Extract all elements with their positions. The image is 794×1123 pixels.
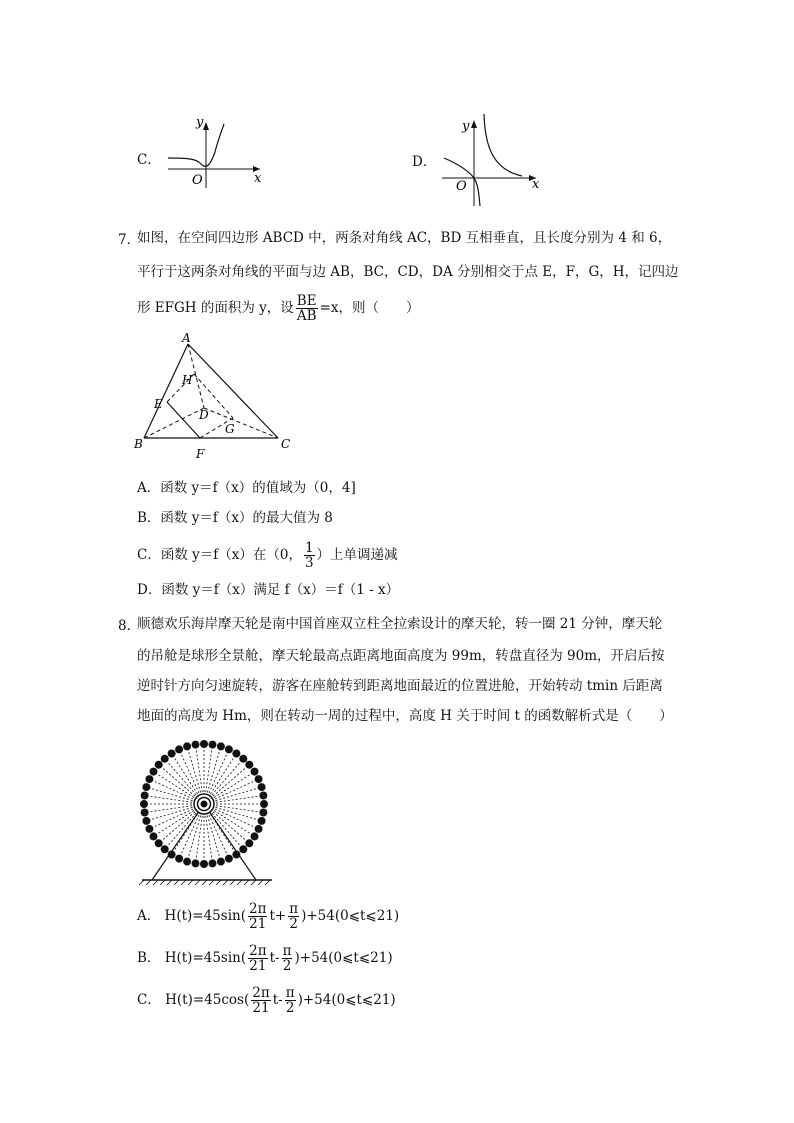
q8-text-line3: 逆时针方向匀速旋转，游客在座舱转到距离地面最近的位置进舱，开始转动 tmin 后距离 xyxy=(137,678,663,694)
q7-frac-num: BE xyxy=(296,293,317,309)
y-axis-arrow xyxy=(203,122,209,130)
fraction-1 xyxy=(248,902,267,931)
edge-BD xyxy=(144,408,204,438)
fraction-2 xyxy=(288,902,299,931)
frac-num: π xyxy=(282,943,292,959)
frac-den: 21 xyxy=(252,1000,270,1016)
cabin xyxy=(150,768,158,776)
hub-center xyxy=(201,801,208,808)
cabin xyxy=(161,755,169,763)
fraction-2 xyxy=(282,944,293,973)
option-mid: t- xyxy=(269,950,280,966)
label-A: A xyxy=(182,331,191,345)
cabin xyxy=(200,740,208,748)
q8-text-line4: 地面的高度为 Hm，则在转动一周的过程中，高度 H 关于时间 t 的函数解析式是（ ） xyxy=(137,708,673,724)
cabin xyxy=(260,800,268,808)
cabin xyxy=(245,761,253,769)
cabin xyxy=(168,750,176,758)
cabin xyxy=(168,851,176,859)
curve-branch-right xyxy=(484,114,522,176)
origin-label: O xyxy=(192,173,203,188)
cabin xyxy=(145,775,153,783)
option-post: )+54(0⩽t⩽21) xyxy=(297,992,396,1008)
label-F: F xyxy=(196,447,205,461)
q6-option-d-graph xyxy=(436,108,546,208)
cabin xyxy=(200,860,208,868)
q8-ferris-wheel-figure xyxy=(138,736,278,886)
fraction-1 xyxy=(251,986,270,1015)
cabin xyxy=(141,809,149,817)
frac-den: 2 xyxy=(285,1000,295,1016)
option-pre: B． H(t)=45sin( xyxy=(137,950,247,966)
q8-text-line1: 顺德欢乐海岸摩天轮是南中国首座双立柱全拉索设计的摩天轮，转一圈 21 分钟，摩天轮 xyxy=(137,616,663,632)
q7-tetrahedron-figure xyxy=(132,330,307,462)
frac-num: 1 xyxy=(304,540,314,556)
label-C: C xyxy=(281,437,291,451)
cabin xyxy=(155,839,163,847)
cabin xyxy=(183,858,191,866)
q7-option-c-fraction xyxy=(304,541,315,570)
y-label: y xyxy=(196,115,204,130)
cabin xyxy=(239,845,247,853)
y-label: y xyxy=(462,119,470,134)
frac-num: 2π xyxy=(249,943,267,959)
cabin xyxy=(232,851,240,859)
q8-text-line2: 的吊舱是球形全景舱，摩天轮最高点距离地面高度为 99m，转盘直径为 90m，开启后按 xyxy=(137,648,665,664)
cabin xyxy=(259,792,267,800)
edge-CD xyxy=(204,408,278,438)
label-G: G xyxy=(225,422,235,436)
cabin xyxy=(217,858,225,866)
origin-label: O xyxy=(456,179,467,194)
option-mid: t+ xyxy=(269,908,287,924)
q7-fraction xyxy=(296,294,318,323)
cabin xyxy=(161,845,169,853)
cabin xyxy=(239,755,247,763)
q6-option-d-label: D． xyxy=(412,154,437,170)
q8-option-c xyxy=(137,982,396,1018)
cabin xyxy=(209,741,217,749)
q7-text-line1: 如图，在空间四边形 ABCD 中，两条对角线 AC，BD 互相垂直，且长度分别为 4 和 6， xyxy=(137,230,672,246)
q8-option-b xyxy=(137,940,393,976)
q7-option-b: B．函数 y＝f（x）的最大值为 8 xyxy=(137,510,333,526)
hatch-mark xyxy=(139,880,144,885)
frac-den: 21 xyxy=(249,958,267,974)
cabin xyxy=(259,809,267,817)
frac-num: π xyxy=(289,901,299,917)
segment-EF xyxy=(167,402,200,438)
cabin xyxy=(251,832,259,840)
q7-option-a: A．函数 y＝f（x）的值域为（0，4] xyxy=(137,480,356,496)
option-mid: t- xyxy=(272,992,283,1008)
option-post: )+54(0⩽t⩽21) xyxy=(301,908,400,924)
fraction-1 xyxy=(248,944,267,973)
cabin xyxy=(175,855,183,863)
cabin xyxy=(192,741,200,749)
cabin xyxy=(217,742,225,750)
label-E: E xyxy=(154,397,163,411)
frac-den: 21 xyxy=(249,916,267,932)
label-D: D xyxy=(199,408,209,422)
option-pre: A． H(t)=45sin( xyxy=(137,908,246,924)
frac-den: 2 xyxy=(282,958,292,974)
q8-number: 8． xyxy=(118,618,141,634)
cabin xyxy=(142,783,150,791)
cabin xyxy=(245,839,253,847)
cabin xyxy=(258,783,266,791)
q6-option-c-label: C． xyxy=(137,152,161,168)
option-pre: C． H(t)=45cos( xyxy=(137,992,250,1008)
cabin xyxy=(140,800,148,808)
cabin xyxy=(142,817,150,825)
q8-option-a xyxy=(137,898,399,934)
q7-text-line3 xyxy=(137,288,420,328)
cabin xyxy=(209,859,217,867)
cabin xyxy=(225,745,233,753)
cabin xyxy=(192,859,200,867)
cabin xyxy=(255,825,263,833)
q7-option-d: D．函数 y＝f（x）满足 f（x）＝f（1 - x） xyxy=(137,582,400,598)
cabin xyxy=(141,792,149,800)
frac-num: 2π xyxy=(252,985,270,1001)
edge-AB xyxy=(144,344,188,438)
frac-num: 2π xyxy=(248,901,267,917)
cabin xyxy=(155,761,163,769)
frac-den: 2 xyxy=(289,916,298,932)
label-B: B xyxy=(134,437,143,451)
q6-option-c-graph xyxy=(160,112,270,192)
q7-option-c-pre: C．函数 y＝f（x）在（0， xyxy=(137,547,302,563)
q7-number: 7． xyxy=(118,232,141,248)
frac-num: π xyxy=(285,985,295,1001)
q7-option-c xyxy=(137,536,398,574)
q7-line3-pre: 形 EFGH 的面积为 y，设 xyxy=(137,300,294,316)
cabin xyxy=(150,832,158,840)
x-label: x xyxy=(254,171,262,186)
fraction-2 xyxy=(285,986,296,1015)
cabin xyxy=(183,742,191,750)
q7-option-c-post: ）上单调递减 xyxy=(316,547,398,563)
label-H: H xyxy=(182,373,193,387)
cabin xyxy=(255,775,263,783)
x-label: x xyxy=(532,177,540,192)
q7-text-line2: 平行于这两条对角线的平面与边 AB，BC，CD，DA 分别相交于点 E，F，G，H，记四边 xyxy=(137,264,679,280)
curve xyxy=(168,124,224,166)
q7-frac-den: AB xyxy=(296,308,317,324)
cabin xyxy=(225,855,233,863)
frac-den: 3 xyxy=(304,555,314,571)
option-post: )+54(0⩽t⩽21) xyxy=(294,950,393,966)
cabin xyxy=(145,825,153,833)
y-axis-arrow xyxy=(471,120,477,128)
q7-line3-post: =x，则（ ） xyxy=(319,300,420,316)
cabin xyxy=(251,768,259,776)
cabin xyxy=(175,745,183,753)
cabin xyxy=(258,817,266,825)
cabin xyxy=(232,750,240,758)
